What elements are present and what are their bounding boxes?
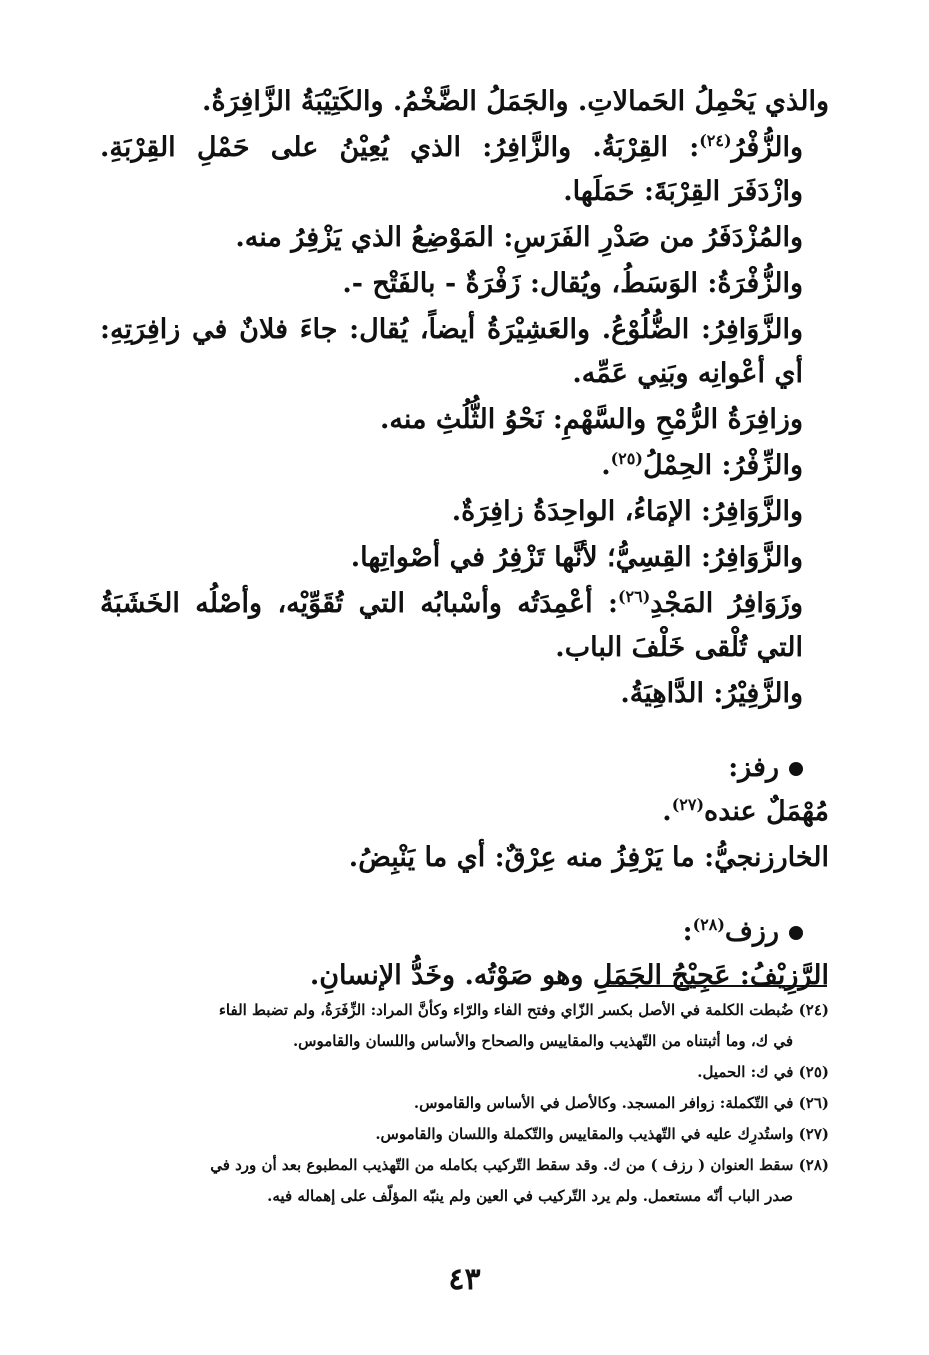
paragraph-5 bbox=[100, 308, 829, 396]
text-line: والزَّوَافِرُ: القِسِيُّ؛ لأنَّها تَزْفِرُ في أصْواتِها. bbox=[350, 542, 803, 573]
text-line: والزَّفِيْرُ: الدَّاهِيَةُ. bbox=[620, 678, 803, 709]
paragraph-4 bbox=[100, 262, 829, 306]
entry-heading-rafz bbox=[100, 746, 829, 790]
footnote-24-continued bbox=[100, 1026, 829, 1057]
footnote-ref-27: (٢٧) bbox=[671, 795, 705, 814]
paragraph-7 bbox=[100, 444, 829, 488]
footnote-text: (٢٧) واستُدرِك عليه في التّهذيب والمقاييس والتّكملة واللسان والقاموس. bbox=[375, 1125, 829, 1143]
text-line: والزَّوَافِرُ: الضُّلُوْعُ. والعَشِيْرَةُ أيضاً، يُقال: جاءَ فلانٌ في زافِرَتِهِ: أي أعْوانِه وبَنِي عَمِّه. bbox=[100, 314, 803, 389]
footnote-text: (٢٥) في ك: الحميل. bbox=[697, 1063, 829, 1081]
footnote-25 bbox=[100, 1057, 829, 1088]
paragraph-rafz-1 bbox=[100, 790, 829, 834]
text-line: وزافِرَةُ الرُّمْحِ والسَّهْمِ: نَحْوُ الثُّلُثِ منه. bbox=[380, 404, 803, 435]
text-line: والزُّفْرَةُ: الوَسَطُ، ويُقال: زَفْرَةٌ - بالفَتْح -. bbox=[342, 268, 803, 299]
paragraph-8 bbox=[100, 490, 829, 534]
footnotes bbox=[100, 995, 829, 1212]
paragraph-3 bbox=[100, 216, 829, 260]
text-line: الرَّزِيْفُ: عَجِيْجُ الجَمَلِ وهو صَوْتُه. وخَدُّ الإنسانِ. bbox=[309, 960, 829, 991]
text-line: والزُّفْرُ bbox=[731, 132, 803, 163]
paragraph-rafz-2 bbox=[100, 836, 829, 880]
footnote-ref-25: (٢٥) bbox=[610, 449, 643, 468]
footnote-ref-26: (٢٦) bbox=[617, 587, 651, 606]
main-text bbox=[100, 80, 829, 1000]
text-line: : القِرْبَةُ. والزَّافِرُ: الذي يُعِيْنُ على حَمْلِ القِرْبَةِ. وازْدَفَرَ القِرْبَةَ: حَمَلَها. bbox=[100, 132, 803, 207]
bullet-icon bbox=[789, 762, 803, 776]
footnote-ref-28: (٢٨) bbox=[692, 915, 725, 934]
footnote-text: في ك، وما أثبتناه من التّهذيب والمقاييس والصحاح والأساس واللسان والقاموس. bbox=[292, 1032, 793, 1050]
footnote-text: (٢٦) في التّكملة: زوافر المسجد. وكالأصل في الأساس والقاموس. bbox=[413, 1094, 829, 1112]
text-line: والمُزْدَفَرُ من صَدْرِ الفَرَسِ: المَوْضِعُ الذي يَزْفِرُ منه. bbox=[235, 222, 803, 253]
footnote-26 bbox=[100, 1088, 829, 1119]
text-line: وزَوَافِرُ المَجْدِ bbox=[650, 588, 803, 619]
footnote-24 bbox=[100, 995, 829, 1026]
footnote-text: صدر الباب أنّه مستعمل. ولم يرد التّركيب في العين ولم ينبّه المؤلّف على إهماله فيه. bbox=[267, 1187, 793, 1205]
text-line: . bbox=[662, 796, 672, 827]
entry-heading-razf bbox=[100, 910, 829, 954]
paragraph-11 bbox=[100, 672, 829, 716]
text-line: . bbox=[601, 450, 611, 481]
text-line: : أعْمِدَتُه وأسْبابُه التي تُقَوِّيْه، وأصْلُه الخَشَبَةُ التي تُلْقى خَلْفَ الباب. bbox=[100, 588, 803, 663]
paragraph-razf-1 bbox=[100, 954, 829, 998]
page-number: ٤٣ bbox=[448, 1262, 481, 1297]
footnote-text: (٢٨) سقط العنوان ( رزف ) من ك. وقد سقط التّركيب بكامله من التّهذيب المطبوع بعد أن ورد في bbox=[210, 1156, 829, 1174]
footnote-text: (٢٤) ضُبطت الكلمة في الأصل بكسر الزّاي وفتح الفاء والرّاء وكأنَّ المراد: الزِّفَرَةُ، ولم تضبط الفاء bbox=[218, 1001, 829, 1019]
paragraph-6 bbox=[100, 398, 829, 442]
text-line: الخارزنجيُّ: ما يَرْفِزُ منه عِرْقٌ: أي ما يَنْبِضُ. bbox=[348, 842, 829, 873]
bullet-icon bbox=[789, 926, 803, 940]
text-line: مُهْمَلٌ عنده bbox=[704, 796, 829, 827]
footnote-28-continued bbox=[100, 1181, 829, 1212]
footnote-divider bbox=[595, 985, 827, 987]
paragraph-9 bbox=[100, 536, 829, 580]
footnote-ref-24: (٢٤) bbox=[699, 131, 732, 150]
paragraph-10 bbox=[100, 582, 829, 670]
text-line: والزِّفْرُ: الحِمْلُ bbox=[642, 450, 803, 481]
entry-title: رفز: bbox=[728, 752, 779, 783]
text-line: والذي يَحْمِلُ الحَمالاتِ. والجَمَلُ الضَّخْمُ. والكَتِيْبَةُ الزَّافِرَةُ. bbox=[202, 86, 829, 117]
text-line: والزَّوَافِرُ: الإمَاءُ، الواحِدَةُ زافِرَةٌ. bbox=[451, 496, 803, 527]
entry-title: رزف bbox=[724, 916, 779, 947]
entry-title-colon: : bbox=[682, 916, 693, 947]
paragraph-1 bbox=[100, 80, 829, 124]
footnote-28 bbox=[100, 1150, 829, 1181]
paragraph-2 bbox=[100, 126, 829, 214]
footnote-27 bbox=[100, 1119, 829, 1150]
